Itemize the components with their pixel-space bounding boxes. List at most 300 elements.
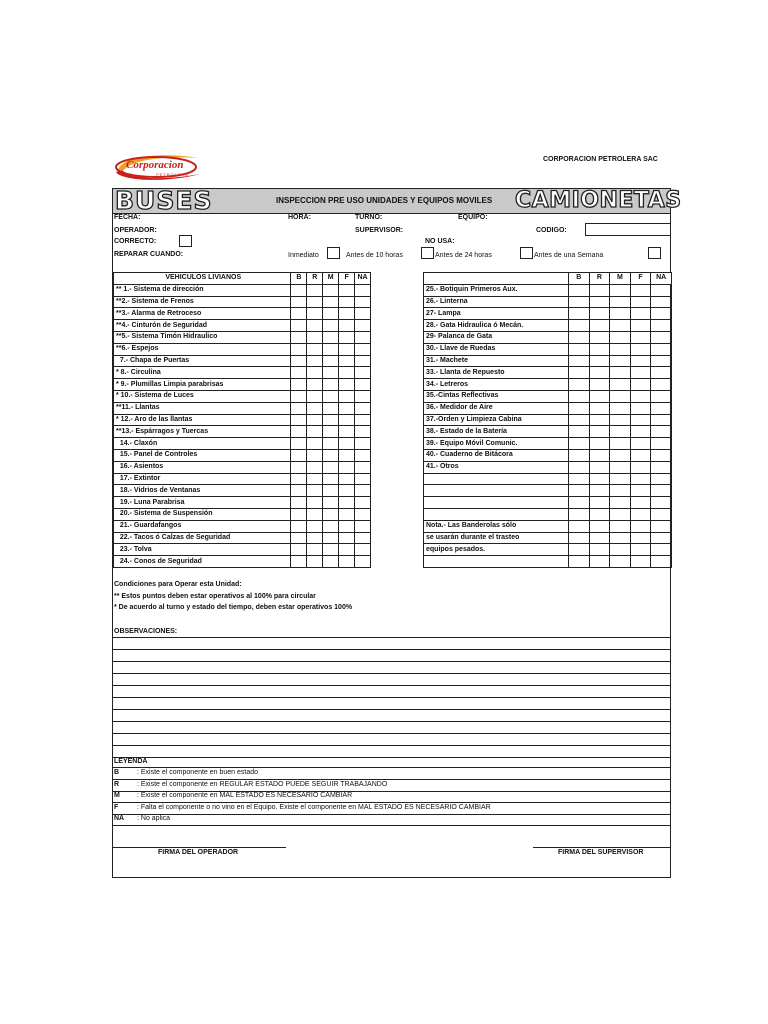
- cell-na[interactable]: [355, 331, 371, 343]
- cell-na[interactable]: [651, 461, 672, 473]
- cell-f[interactable]: [630, 544, 651, 556]
- cell-b[interactable]: [291, 438, 307, 450]
- cell-b[interactable]: [568, 508, 589, 520]
- cell-m[interactable]: [323, 426, 339, 438]
- cell-b[interactable]: [291, 308, 307, 320]
- cell-r[interactable]: [307, 438, 323, 450]
- cell-f[interactable]: [339, 556, 355, 568]
- cell-b[interactable]: [291, 497, 307, 509]
- cell-m[interactable]: [610, 343, 631, 355]
- cell-f[interactable]: [339, 343, 355, 355]
- cell-na[interactable]: [355, 379, 371, 391]
- cell-f[interactable]: [339, 449, 355, 461]
- cell-r[interactable]: [589, 284, 610, 296]
- cell-m[interactable]: [323, 284, 339, 296]
- cell-r[interactable]: [589, 331, 610, 343]
- cell-na[interactable]: [355, 556, 371, 568]
- item-label: 27- Lampa: [424, 308, 569, 320]
- cell-b[interactable]: [568, 485, 589, 497]
- cell-f[interactable]: [630, 320, 651, 332]
- leyenda-code: NA: [114, 815, 125, 822]
- cell-f[interactable]: [339, 367, 355, 379]
- table-row: [114, 379, 371, 391]
- observation-line[interactable]: [113, 685, 670, 686]
- cell-b[interactable]: [568, 449, 589, 461]
- cell-m[interactable]: [323, 320, 339, 332]
- cell-m[interactable]: [610, 426, 631, 438]
- cell-na[interactable]: [651, 331, 672, 343]
- table-row: [424, 544, 672, 556]
- cell-f[interactable]: [630, 426, 651, 438]
- cell-r[interactable]: [307, 485, 323, 497]
- table-row: [424, 556, 672, 568]
- cell-f[interactable]: [339, 461, 355, 473]
- cell-na[interactable]: [651, 449, 672, 461]
- cell-m[interactable]: [610, 449, 631, 461]
- cell-m[interactable]: [323, 402, 339, 414]
- label-equipo: EQUIPO:: [458, 214, 488, 221]
- cell-r[interactable]: [307, 544, 323, 556]
- cell-b[interactable]: [568, 379, 589, 391]
- cell-na[interactable]: [355, 508, 371, 520]
- cell-f[interactable]: [630, 508, 651, 520]
- cell-na[interactable]: [355, 532, 371, 544]
- cell-na[interactable]: [651, 402, 672, 414]
- cell-na[interactable]: [355, 320, 371, 332]
- cell-r[interactable]: [589, 461, 610, 473]
- cell-b[interactable]: [291, 331, 307, 343]
- cell-f[interactable]: [630, 461, 651, 473]
- cell-r[interactable]: [589, 497, 610, 509]
- cell-na[interactable]: [651, 544, 672, 556]
- cell-f[interactable]: [339, 414, 355, 426]
- cell-r[interactable]: [589, 320, 610, 332]
- leyenda-divider: [113, 814, 670, 815]
- item-label: [424, 485, 569, 497]
- cell-b[interactable]: [568, 308, 589, 320]
- cell-na[interactable]: [355, 414, 371, 426]
- label-codigo: CODIGO:: [536, 227, 567, 234]
- label-operador: OPERADOR:: [114, 227, 157, 234]
- cell-na[interactable]: [651, 508, 672, 520]
- cell-b[interactable]: [568, 331, 589, 343]
- cell-m[interactable]: [323, 355, 339, 367]
- cell-r[interactable]: [307, 296, 323, 308]
- cell-f[interactable]: [339, 520, 355, 532]
- cell-na[interactable]: [355, 473, 371, 485]
- leyenda-code: F: [114, 803, 119, 811]
- cell-r[interactable]: [307, 449, 323, 461]
- cell-na[interactable]: [651, 532, 672, 544]
- cell-na[interactable]: [651, 284, 672, 296]
- cell-b[interactable]: [291, 390, 307, 402]
- cell-b[interactable]: [291, 355, 307, 367]
- cell-m[interactable]: [323, 331, 339, 343]
- cell-na[interactable]: [355, 497, 371, 509]
- cell-b[interactable]: [568, 402, 589, 414]
- cell-m[interactable]: [610, 402, 631, 414]
- cell-m[interactable]: [323, 485, 339, 497]
- cell-m[interactable]: [323, 379, 339, 391]
- table-row: [424, 390, 672, 402]
- cell-m[interactable]: [610, 320, 631, 332]
- cell-r[interactable]: [307, 320, 323, 332]
- cell-r[interactable]: [589, 449, 610, 461]
- item-label: 41.- Otros: [424, 461, 569, 473]
- item-label: Nota.- Las Banderolas sólo: [424, 520, 569, 532]
- cell-r[interactable]: [307, 461, 323, 473]
- cell-na[interactable]: [355, 296, 371, 308]
- cell-r[interactable]: [589, 308, 610, 320]
- cell-m[interactable]: [610, 296, 631, 308]
- column-header-r: R: [589, 273, 610, 285]
- cell-f[interactable]: [630, 556, 651, 568]
- cell-b[interactable]: [291, 343, 307, 355]
- cell-b[interactable]: [291, 485, 307, 497]
- cell-b[interactable]: [291, 461, 307, 473]
- cell-b[interactable]: [291, 556, 307, 568]
- cell-m[interactable]: [323, 556, 339, 568]
- observation-line[interactable]: [113, 697, 670, 698]
- cell-m[interactable]: [610, 355, 631, 367]
- table-row: [424, 343, 672, 355]
- cell-r[interactable]: [589, 355, 610, 367]
- cell-r[interactable]: [307, 473, 323, 485]
- cell-f[interactable]: [630, 331, 651, 343]
- cell-na[interactable]: [355, 355, 371, 367]
- cell-na[interactable]: [651, 520, 672, 532]
- cell-b[interactable]: [568, 473, 589, 485]
- cell-na[interactable]: [651, 367, 672, 379]
- cell-f[interactable]: [630, 390, 651, 402]
- observation-line[interactable]: [113, 661, 670, 662]
- cell-na[interactable]: [355, 485, 371, 497]
- table-row: [114, 426, 371, 438]
- cell-m[interactable]: [610, 308, 631, 320]
- correcto-checkbox[interactable]: [179, 235, 192, 247]
- cell-b[interactable]: [568, 320, 589, 332]
- table-row: [114, 331, 371, 343]
- cell-f[interactable]: [630, 438, 651, 450]
- column-header-empty: [424, 273, 569, 285]
- cell-r[interactable]: [589, 296, 610, 308]
- cell-m[interactable]: [323, 390, 339, 402]
- cell-r[interactable]: [589, 402, 610, 414]
- cell-na[interactable]: [355, 402, 371, 414]
- cell-f[interactable]: [339, 473, 355, 485]
- cell-m[interactable]: [610, 497, 631, 509]
- cell-r[interactable]: [589, 473, 610, 485]
- cell-f[interactable]: [339, 320, 355, 332]
- cell-na[interactable]: [651, 308, 672, 320]
- title-buses: BUSES: [115, 186, 213, 215]
- cell-m[interactable]: [323, 367, 339, 379]
- column-header-f: F: [630, 273, 651, 285]
- cell-na[interactable]: [651, 296, 672, 308]
- cell-r[interactable]: [589, 343, 610, 355]
- cell-f[interactable]: [339, 296, 355, 308]
- cell-na[interactable]: [355, 284, 371, 296]
- cell-r[interactable]: [307, 343, 323, 355]
- cell-b[interactable]: [291, 402, 307, 414]
- cell-b[interactable]: [291, 473, 307, 485]
- cell-f[interactable]: [339, 532, 355, 544]
- cell-r[interactable]: [307, 379, 323, 391]
- cell-r[interactable]: [589, 532, 610, 544]
- cell-r[interactable]: [589, 426, 610, 438]
- cell-na[interactable]: [651, 343, 672, 355]
- column-header-vehiculos: VEHICULOS LIVIANOS: [114, 273, 291, 285]
- cell-m[interactable]: [610, 367, 631, 379]
- cell-f[interactable]: [630, 284, 651, 296]
- cell-f[interactable]: [339, 508, 355, 520]
- cell-b[interactable]: [568, 426, 589, 438]
- table-row: [424, 532, 672, 544]
- cell-r[interactable]: [307, 284, 323, 296]
- cell-m[interactable]: [323, 497, 339, 509]
- cell-na[interactable]: [355, 461, 371, 473]
- table-row: [114, 497, 371, 509]
- table-row: [424, 426, 672, 438]
- cell-b[interactable]: [291, 544, 307, 556]
- cell-m[interactable]: [323, 532, 339, 544]
- cell-na[interactable]: [651, 379, 672, 391]
- label-antes-semana: Antes de una Semana: [534, 252, 604, 259]
- cell-f[interactable]: [630, 308, 651, 320]
- cell-na[interactable]: [355, 343, 371, 355]
- cell-m[interactable]: [610, 284, 631, 296]
- cell-r[interactable]: [307, 497, 323, 509]
- cell-m[interactable]: [610, 379, 631, 391]
- cell-na[interactable]: [651, 320, 672, 332]
- cell-r[interactable]: [589, 438, 610, 450]
- cell-r[interactable]: [307, 414, 323, 426]
- label-inmediato: Inmediato: [288, 252, 319, 259]
- antes-10-checkbox[interactable]: [421, 247, 434, 259]
- cell-m[interactable]: [323, 473, 339, 485]
- cell-m[interactable]: [323, 508, 339, 520]
- cell-m[interactable]: [610, 390, 631, 402]
- antes-semana-checkbox[interactable]: [648, 247, 661, 259]
- cell-f[interactable]: [339, 355, 355, 367]
- cell-r[interactable]: [307, 508, 323, 520]
- cell-b[interactable]: [568, 343, 589, 355]
- observation-line[interactable]: [113, 745, 670, 746]
- cell-f[interactable]: [630, 402, 651, 414]
- cell-na[interactable]: [355, 367, 371, 379]
- cell-b[interactable]: [568, 414, 589, 426]
- cell-f[interactable]: [630, 296, 651, 308]
- cell-f[interactable]: [339, 379, 355, 391]
- cell-b[interactable]: [568, 296, 589, 308]
- cell-b[interactable]: [291, 414, 307, 426]
- cell-m[interactable]: [610, 461, 631, 473]
- cell-r[interactable]: [307, 556, 323, 568]
- cell-na[interactable]: [355, 438, 371, 450]
- cell-m[interactable]: [323, 461, 339, 473]
- cell-na[interactable]: [355, 520, 371, 532]
- cell-f[interactable]: [339, 497, 355, 509]
- cell-na[interactable]: [651, 438, 672, 450]
- cell-r[interactable]: [589, 556, 610, 568]
- cell-b[interactable]: [568, 556, 589, 568]
- observation-line[interactable]: [113, 733, 670, 734]
- observation-line[interactable]: [113, 709, 670, 710]
- cell-f[interactable]: [339, 438, 355, 450]
- cell-b[interactable]: [568, 497, 589, 509]
- cell-b[interactable]: [291, 520, 307, 532]
- cell-m[interactable]: [610, 414, 631, 426]
- cell-b[interactable]: [568, 367, 589, 379]
- cell-r[interactable]: [307, 426, 323, 438]
- table-row: [114, 532, 371, 544]
- cell-na[interactable]: [651, 485, 672, 497]
- cell-f[interactable]: [630, 520, 651, 532]
- cell-b[interactable]: [568, 438, 589, 450]
- cell-f[interactable]: [630, 379, 651, 391]
- item-label: [424, 556, 569, 568]
- codigo-field[interactable]: [585, 223, 671, 236]
- cell-na[interactable]: [355, 308, 371, 320]
- cell-f[interactable]: [630, 473, 651, 485]
- cell-r[interactable]: [307, 331, 323, 343]
- cell-r[interactable]: [589, 414, 610, 426]
- cell-f[interactable]: [630, 355, 651, 367]
- cell-r[interactable]: [307, 308, 323, 320]
- cell-m[interactable]: [323, 308, 339, 320]
- cell-b[interactable]: [568, 390, 589, 402]
- item-label: 31.- Machete: [424, 355, 569, 367]
- cell-b[interactable]: [568, 461, 589, 473]
- cell-r[interactable]: [307, 532, 323, 544]
- cell-b[interactable]: [291, 284, 307, 296]
- observation-line[interactable]: [113, 721, 670, 722]
- cell-f[interactable]: [339, 331, 355, 343]
- cell-f[interactable]: [339, 426, 355, 438]
- cell-m[interactable]: [610, 331, 631, 343]
- cell-na[interactable]: [355, 449, 371, 461]
- cell-m[interactable]: [610, 508, 631, 520]
- cell-m[interactable]: [610, 438, 631, 450]
- item-label: 17.- Extintor: [114, 473, 291, 485]
- observation-line[interactable]: [113, 673, 670, 674]
- cell-na[interactable]: [651, 390, 672, 402]
- cell-r[interactable]: [589, 544, 610, 556]
- item-label: 39.- Equipo Móvil Comunic.: [424, 438, 569, 450]
- cell-f[interactable]: [339, 390, 355, 402]
- cell-b[interactable]: [568, 520, 589, 532]
- cell-f[interactable]: [630, 414, 651, 426]
- operador-signature-line: [113, 847, 286, 848]
- cell-na[interactable]: [355, 390, 371, 402]
- cell-na[interactable]: [651, 426, 672, 438]
- item-label: **6.- Espejos: [114, 343, 291, 355]
- cell-m[interactable]: [323, 438, 339, 450]
- cell-m[interactable]: [323, 449, 339, 461]
- cell-na[interactable]: [651, 355, 672, 367]
- observation-line[interactable]: [113, 649, 670, 650]
- cell-f[interactable]: [339, 544, 355, 556]
- cell-b[interactable]: [291, 426, 307, 438]
- cell-m[interactable]: [610, 485, 631, 497]
- cell-r[interactable]: [589, 508, 610, 520]
- cell-r[interactable]: [307, 355, 323, 367]
- antes-24-checkbox[interactable]: [520, 247, 533, 259]
- cell-f[interactable]: [630, 449, 651, 461]
- cell-f[interactable]: [339, 485, 355, 497]
- observation-line[interactable]: [113, 637, 670, 638]
- cell-f[interactable]: [339, 284, 355, 296]
- cell-m[interactable]: [610, 544, 631, 556]
- cell-m[interactable]: [323, 414, 339, 426]
- item-label: ** 1.- Sistema de dirección: [114, 284, 291, 296]
- item-label: 28.- Gata Hidraulica ó Mecán.: [424, 320, 569, 332]
- cell-na[interactable]: [355, 544, 371, 556]
- cell-na[interactable]: [651, 473, 672, 485]
- cell-r[interactable]: [589, 379, 610, 391]
- leyenda-code: M: [114, 792, 120, 799]
- cell-r[interactable]: [589, 485, 610, 497]
- cell-r[interactable]: [589, 390, 610, 402]
- table-row: [114, 390, 371, 402]
- cell-b[interactable]: [291, 508, 307, 520]
- cell-na[interactable]: [355, 426, 371, 438]
- cell-m[interactable]: [610, 473, 631, 485]
- cell-b[interactable]: [291, 320, 307, 332]
- table-row: [114, 544, 371, 556]
- cell-b[interactable]: [568, 355, 589, 367]
- cell-b[interactable]: [291, 532, 307, 544]
- cell-na[interactable]: [651, 497, 672, 509]
- cell-f[interactable]: [630, 485, 651, 497]
- cell-r[interactable]: [307, 390, 323, 402]
- cell-b[interactable]: [568, 284, 589, 296]
- company-name: CORPORACION PETROLERA SAC: [543, 156, 658, 163]
- cell-r[interactable]: [589, 367, 610, 379]
- cell-m[interactable]: [323, 544, 339, 556]
- cell-r[interactable]: [307, 520, 323, 532]
- cell-f[interactable]: [630, 343, 651, 355]
- inmediato-checkbox[interactable]: [327, 247, 340, 259]
- table-row: [114, 438, 371, 450]
- cell-m[interactable]: [323, 296, 339, 308]
- cell-m[interactable]: [323, 343, 339, 355]
- cell-b[interactable]: [568, 532, 589, 544]
- cell-m[interactable]: [610, 532, 631, 544]
- observation-line[interactable]: [113, 757, 670, 758]
- cell-b[interactable]: [291, 296, 307, 308]
- cell-b[interactable]: [291, 379, 307, 391]
- cell-m[interactable]: [610, 556, 631, 568]
- logo-subtext: PETROLERA: [156, 172, 190, 177]
- cell-r[interactable]: [589, 520, 610, 532]
- cell-m[interactable]: [323, 520, 339, 532]
- cell-r[interactable]: [307, 402, 323, 414]
- cell-m[interactable]: [610, 520, 631, 532]
- cell-b[interactable]: [291, 449, 307, 461]
- cell-f[interactable]: [630, 497, 651, 509]
- cell-na[interactable]: [651, 414, 672, 426]
- cell-r[interactable]: [307, 367, 323, 379]
- cell-f[interactable]: [339, 308, 355, 320]
- cell-f[interactable]: [339, 402, 355, 414]
- cell-b[interactable]: [568, 544, 589, 556]
- cell-f[interactable]: [630, 367, 651, 379]
- cell-b[interactable]: [291, 367, 307, 379]
- left-checklist-table: [113, 272, 371, 568]
- cell-f[interactable]: [630, 532, 651, 544]
- cell-na[interactable]: [651, 556, 672, 568]
